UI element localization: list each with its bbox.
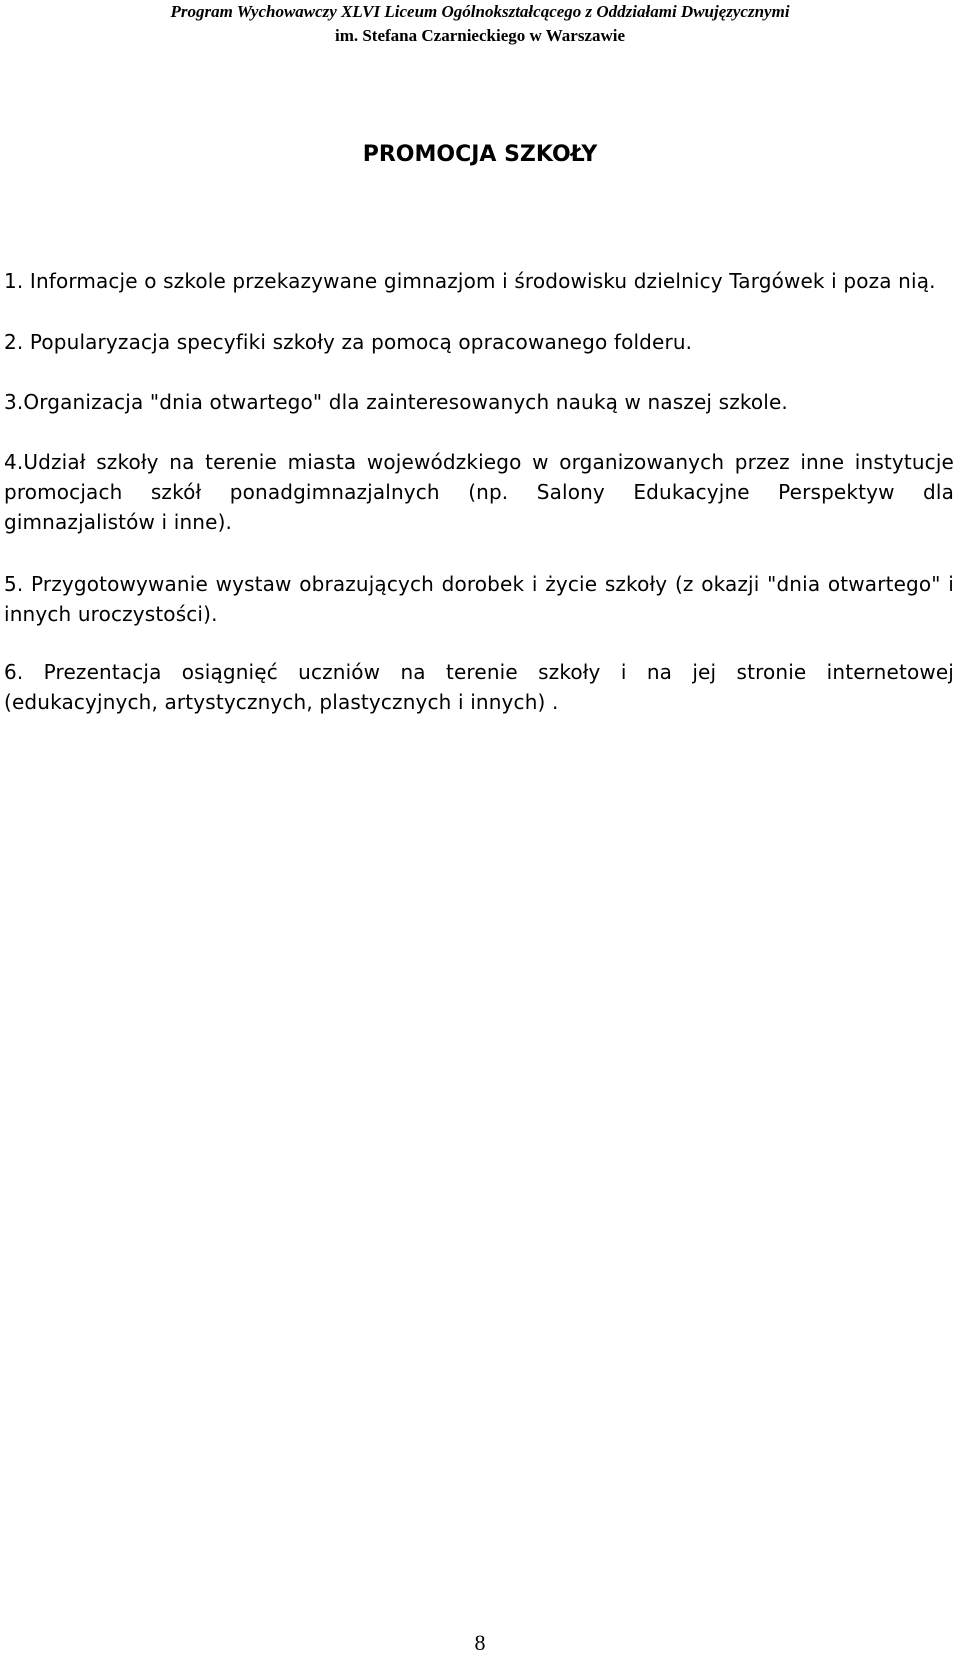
promotion-list <box>4 266 954 717</box>
header-program-title: Program Wychowawczy XLVI Liceum Ogólnokształcącego z Oddziałami Dwujęzycznymi <box>170 2 790 21</box>
list-item: 2. Popularyzacja specyfiki szkoły za pomocą opracowanego folderu. <box>4 330 693 354</box>
page-number: 8 <box>474 1630 486 1655</box>
list-item: 5. Przygotowywanie wystaw obrazujących dorobek i życie szkoły (z okazji "dnia otwartego" i innych uroczystości). <box>4 572 954 626</box>
page-title: PROMOCJA SZKOŁY <box>362 142 598 167</box>
header-school-name: im. Stefana Czarnieckiego w Warszawie <box>334 26 626 45</box>
list-item: 3.Organizacja "dnia otwartego" dla zainteresowanych nauką w naszej szkole. <box>4 390 788 414</box>
document-header <box>0 0 960 48</box>
list-item: 6. Prezentacja osiągnięć uczniów na terenie szkoły i na jej stronie internetowej (edukacyjnych, artystycznych, plastycznych i innych) . <box>4 660 954 714</box>
list-item: 1. Informacje o szkole przekazywane gimnazjom i środowisku dzielnicy Targówek i poza nią. <box>4 269 936 293</box>
list-item: 4.Udział szkoły na terenie miasta wojewódzkiego w organizowanych przez inne instytucje promocjach szkół ponadgimnazjalnych (np. Salony Edukacyjne Perspektyw dla gimnazjalistów i inne). <box>4 450 954 534</box>
